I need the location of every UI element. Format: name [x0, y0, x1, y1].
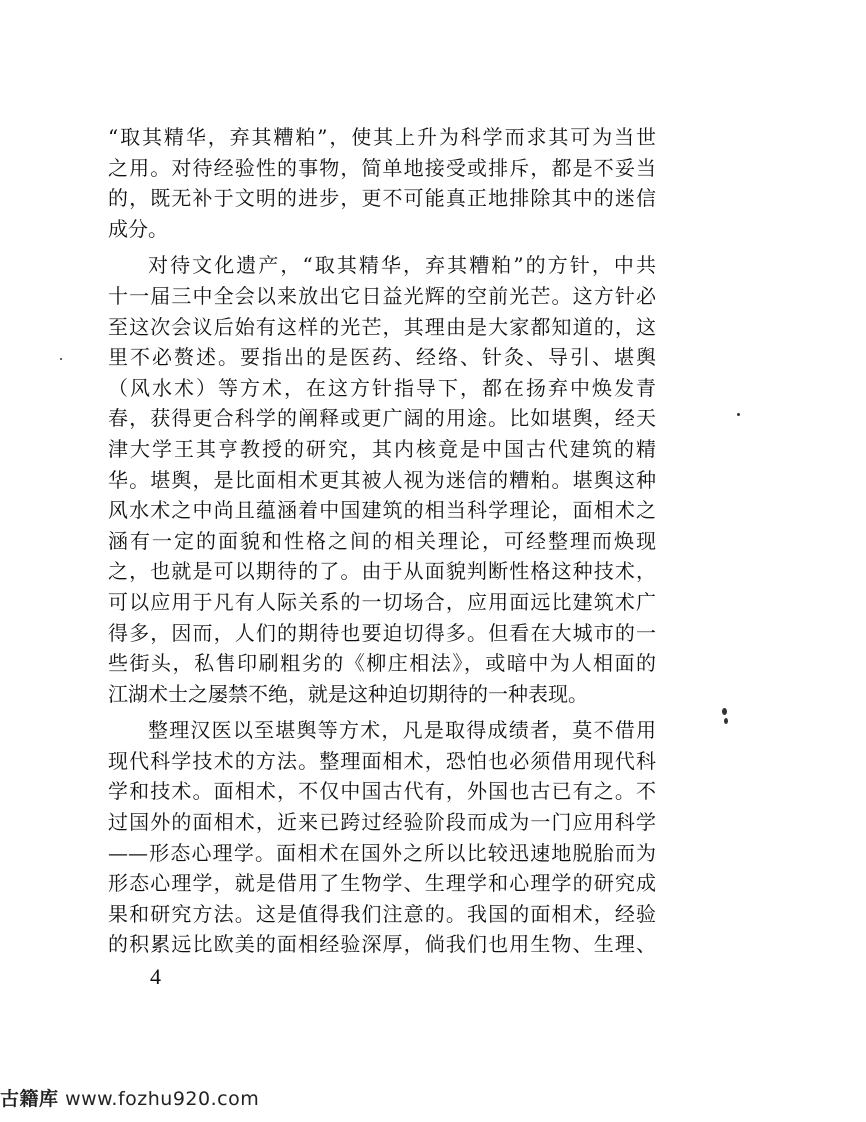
text-line: 涵有一定的面貌和性格之间的相关理论，可经整理而焕现 [108, 528, 656, 553]
text-line: 十一届三中全会以来放出它日益光辉的空前光芒。这方针必 [108, 283, 656, 308]
text-line: 的积累远比欧美的面相经验深厚，倘我们也用生物、生理、 [108, 932, 656, 957]
text-line: 江湖术士之屡禁不绝，就是这种迫切期待的一种表现。 [108, 681, 588, 706]
text-line: 现代科学技术的方法。整理面相术，恐怕也必须借用现代科 [108, 748, 656, 773]
text-line: 对待文化遗产，“取其精华，弃其糟粕”的方针，中共 [148, 253, 656, 278]
page-number: 4 [150, 964, 161, 989]
footer-watermark [0, 1084, 259, 1111]
text-line: 里不必赘述。要指出的是医药、经络、针灸、导引、堪舆 [108, 345, 656, 370]
scan-speck [722, 708, 727, 715]
text-line: ——形态心理学。面相术在国外之所以比较迅速地脱胎而为 [108, 840, 656, 865]
text-line: “取其精华，弃其糟粕”，使其上升为科学而求其可为当世 [108, 125, 656, 149]
text-line: 的，既无补于文明的进步，更不可能真正地排除其中的迷信 [108, 186, 656, 211]
text-line: 些街头，私售印刷粗劣的《柳庄相法》，或暗中为人相面的 [108, 651, 656, 676]
scan-speck [724, 718, 728, 724]
text-line: 成分。 [108, 216, 168, 241]
text-line: 果和研究方法。这是值得我们注意的。我国的面相术，经验 [108, 901, 656, 926]
text-line: 学和技术。面相术，不仅中国古代有，外国也古已有之。不 [108, 779, 656, 804]
text-line: （风水术）等方术，在这方针指导下，都在扬弃中焕发青 [108, 375, 656, 400]
scan-speck [737, 413, 740, 416]
body-text [108, 122, 656, 960]
text-line: 可以应用于凡有人际关系的一切场合，应用面远比建筑术广 [108, 589, 656, 614]
text-line: 春，获得更合科学的阐释或更广阔的用途。比如堪舆，经天 [108, 406, 656, 431]
text-line: 之，也就是可以期待的了。由于从面貌判断性格这种技术， [108, 559, 656, 584]
text-line: 至这次会议后始有这样的光芒，其理由是大家都知道的，这 [108, 314, 656, 339]
text-line: 得多，因而，人们的期待也要迫切得多。但看在大城市的一 [108, 620, 656, 645]
scan-speck [60, 358, 62, 360]
watermark-url[interactable]: www.fozhu920.com [65, 1088, 260, 1110]
text-line: 整理汉医以至堪舆等方术，凡是取得成绩者，莫不借用 [148, 718, 656, 743]
watermark-site-name: 古籍库 [0, 1088, 59, 1110]
text-line: 津大学王其亨教授的研究，其内核竟是中国古代建筑的精 [108, 436, 656, 461]
text-line: 华。堪舆，是比面相术更其被人视为迷信的糟粕。堪舆这种 [108, 467, 656, 492]
text-line: 之用。对待经验性的事物，简单地接受或排斥，都是不妥当 [108, 155, 656, 180]
text-line: 形态心理学，就是借用了生物学、生理学和心理学的研究成 [108, 871, 656, 896]
text-line: 过国外的面相术，近来已跨过经验阶段而成为一门应用科学 [108, 810, 656, 835]
text-line: 风水术之中尚且蕴涵着中国建筑的相当科学理论，面相术之 [108, 498, 656, 523]
